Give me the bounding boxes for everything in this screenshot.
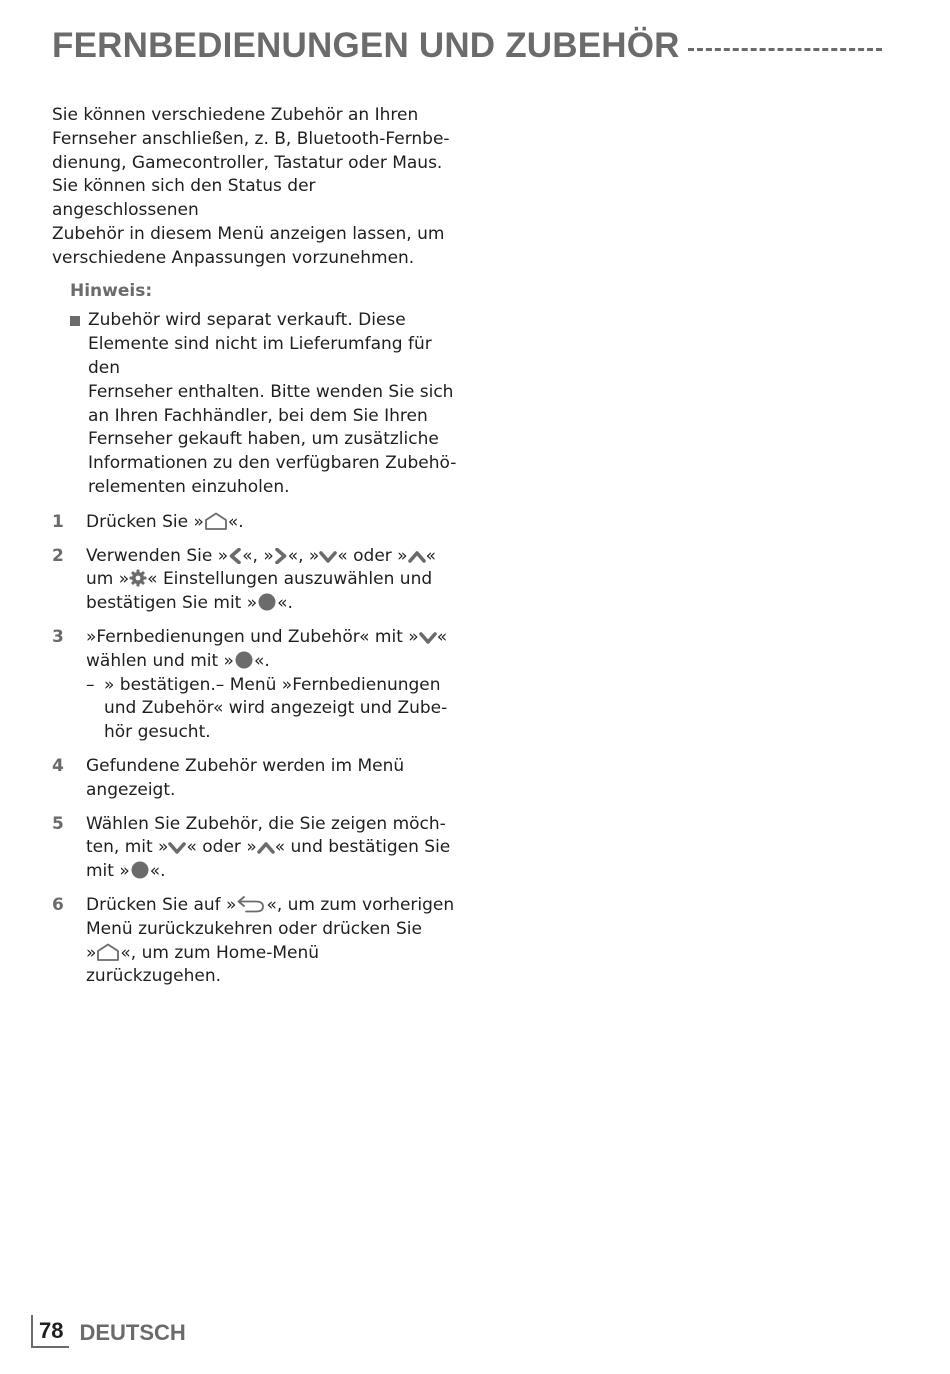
arrow-left-icon: [228, 548, 242, 564]
step-number: 2: [52, 545, 64, 566]
step-number: 1: [52, 511, 64, 532]
hint-item: Zubehör wird separat verkauft. Diese Elemente sind nicht im Lieferumfang für den Fernseher enthalten. Bitte wenden Sie sich an Ihren Fachhändler, bei dem Sie Ihren Fernseher gekauft haben, um zusätzliche Informationen zu den verfügbaren Zubehö- relementen einzuholen.: [88, 309, 457, 499]
step-3: 3 »Fernbedienungen und Zubehör« mit » « wählen und mit » «. – » bestätigen.– Menü »Fernbedienungen und Zubehör« wird angezeigt und Zube- hör gesucht.: [52, 626, 457, 745]
step-number: 4: [52, 755, 64, 776]
main-content: [52, 104, 457, 999]
page-number: 78: [31, 1315, 69, 1348]
arrow-down-icon: [168, 841, 186, 855]
step-6: 6 Drücken Sie auf » «, um zum vorherigen Menü zurückzukehren oder drücken Sie » «, um zum Home-Menü zurückzugehen.: [52, 894, 455, 987]
step-number: 6: [52, 894, 64, 915]
hint-label: Hinweis:: [70, 280, 153, 301]
square-bullet-icon: [70, 316, 80, 326]
step-2: 2 Verwenden Sie » «, » «, » « oder » « um » « Einstellungen auszuwählen und bestätigen Sie mit » «.: [52, 545, 436, 614]
step-5: 5 Wählen Sie Zubehör, die Sie zeigen möch- ten, mit » « oder » « und bestätigen Sie mit » «.: [52, 813, 451, 882]
language-label: DEUTSCH: [79, 1320, 186, 1345]
home-icon: [204, 512, 228, 530]
step-number: 5: [52, 813, 64, 834]
step-number: 3: [52, 626, 64, 647]
arrow-up-icon: [257, 841, 275, 855]
dash-bullet: –: [86, 674, 95, 695]
intro-paragraph: Sie können verschiedene Zubehör an Ihren Fernseher anschließen, z. B, Bluetooth-Fernbe- dienung, Gamecontroller, Tastatur oder Maus. Sie können sich den Status der angeschlossenen Zubehör in diesem Menü anzeigen lassen, um verschiedene Anpassungen vorzunehmen.: [52, 105, 450, 268]
ok-button-icon: [130, 861, 150, 879]
step-1: 1 Drücken Sie » «.: [52, 511, 457, 535]
back-icon: [236, 895, 266, 913]
arrow-up-icon: [408, 550, 426, 564]
title-rule: [688, 48, 882, 51]
page-title: FERNBEDIENUNGEN UND ZUBEHÖR: [52, 26, 680, 65]
step-3-result: – » bestätigen.– Menü »Fernbedienungen und Zubehör« wird angezeigt und Zube- hör gesucht.: [86, 674, 448, 743]
ok-button-icon: [257, 593, 277, 611]
arrow-down-icon: [419, 631, 437, 645]
arrow-right-icon: [274, 548, 288, 564]
page-footer: [31, 1315, 186, 1348]
arrow-down-icon: [319, 550, 337, 564]
step-4: 4 Gefundene Zubehör werden im Menü angezeigt.: [52, 755, 405, 800]
step-list: [52, 511, 457, 989]
page-header: [52, 22, 882, 70]
ok-button-icon: [234, 651, 254, 669]
gear-icon: [129, 569, 147, 587]
home-icon: [96, 943, 120, 961]
